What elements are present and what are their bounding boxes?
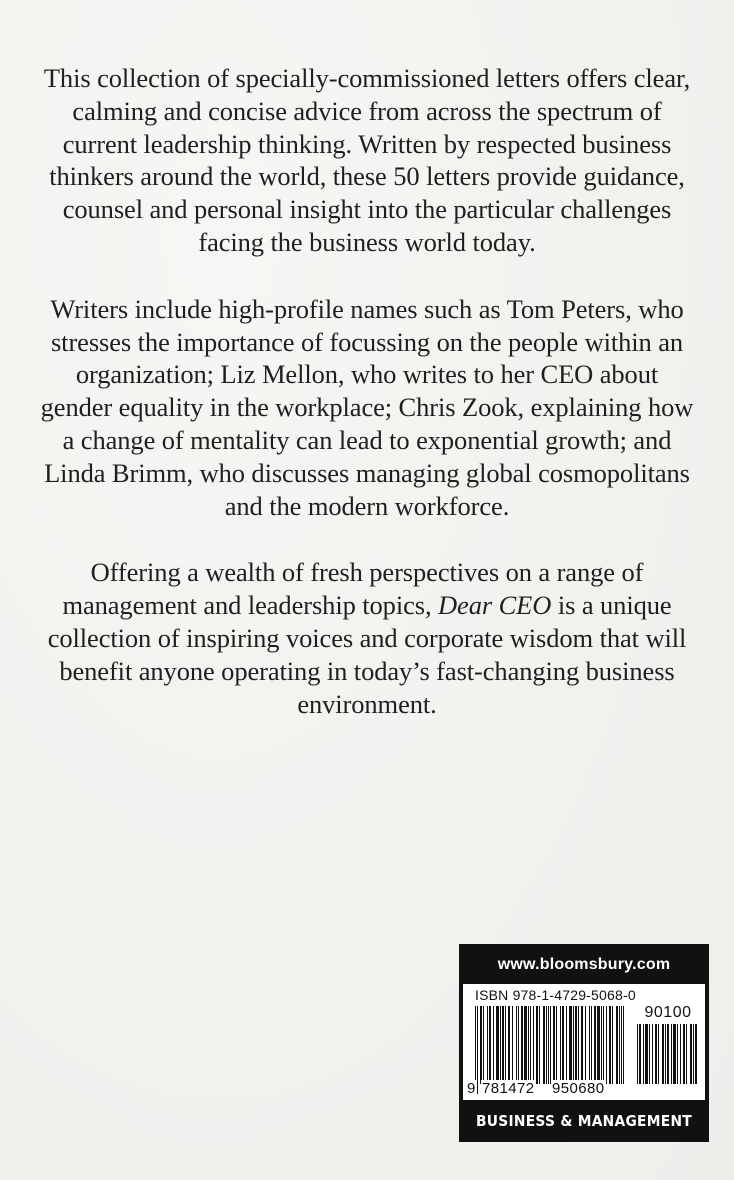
barcode-bar xyxy=(658,1024,659,1084)
barcode-bar xyxy=(621,1006,622,1084)
barcode-bar xyxy=(686,1024,687,1084)
barcode-bar xyxy=(480,1006,482,1084)
barcode-bar xyxy=(573,1006,574,1084)
barcode-bar xyxy=(619,1006,620,1084)
barcode-bar xyxy=(643,1024,644,1084)
barcode-bar xyxy=(667,1024,669,1084)
barcode-bar xyxy=(578,1006,579,1084)
barcode-bar xyxy=(512,1006,513,1084)
barcode-bar xyxy=(581,1006,583,1084)
barcode-bar xyxy=(553,1006,555,1084)
barcode-bar xyxy=(560,1006,561,1084)
barcode-bar xyxy=(639,1024,641,1084)
barcode-bar xyxy=(489,1006,491,1084)
barcode-bar xyxy=(645,1024,648,1084)
barcode-bar xyxy=(543,1006,545,1084)
barcode-digit-group-1: 781472 xyxy=(482,1080,535,1097)
barcode-bar xyxy=(518,1006,519,1084)
barcode-bar xyxy=(655,1024,657,1084)
barcode-bar xyxy=(601,1006,602,1084)
barcode-bar xyxy=(539,1006,540,1084)
barcode-bar xyxy=(533,1006,534,1084)
barcode-bar xyxy=(556,1006,557,1084)
barcode-bar xyxy=(662,1024,664,1084)
barcode-bar xyxy=(603,1006,604,1084)
barcode-bar xyxy=(546,1006,547,1084)
addon-number: 90100 xyxy=(644,1004,692,1021)
barcode-digits xyxy=(465,1080,627,1100)
barcode-bar xyxy=(569,1006,572,1084)
barcode-bar xyxy=(550,1006,551,1084)
barcode-area xyxy=(463,984,705,1100)
barcode-bar xyxy=(671,1024,672,1084)
barcode-bar xyxy=(612,1006,613,1084)
barcode-bar xyxy=(487,1006,488,1084)
barcode-bar xyxy=(677,1024,678,1084)
barcode-bar xyxy=(562,1006,564,1084)
barcode-bar xyxy=(665,1024,666,1084)
barcode-bar xyxy=(591,1006,592,1084)
barcode-bar xyxy=(521,1006,523,1084)
barcode-bar xyxy=(508,1006,510,1084)
blurb-paragraph-3 xyxy=(40,556,694,720)
barcode-bar xyxy=(496,1006,499,1084)
barcode-bar xyxy=(530,1006,531,1084)
blurb-paragraph-3-start: Offering a wealth of fresh perspectives on a range of management and leadership topics, xyxy=(62,557,644,621)
barcode-bar xyxy=(652,1024,653,1084)
barcode-bar xyxy=(536,1006,538,1084)
barcode-bar xyxy=(575,1006,577,1084)
barcode-bar xyxy=(505,1006,506,1084)
barcode-bar xyxy=(548,1006,549,1084)
barcode-bar xyxy=(683,1024,685,1084)
addon-barcode xyxy=(637,1024,699,1094)
barcode-bar xyxy=(623,1006,624,1084)
barcode-digit-group-2: 950680 xyxy=(552,1080,605,1097)
barcode-bar xyxy=(566,1006,567,1084)
barcode-bar xyxy=(637,1024,638,1084)
barcode-bar xyxy=(606,1006,607,1084)
barcode-bar xyxy=(695,1024,697,1084)
barcode-bar xyxy=(528,1006,529,1084)
book-title-italic: Dear CEO xyxy=(438,590,552,621)
barcode-bar xyxy=(609,1006,611,1084)
blurb-paragraph-1: This collection of specially-commissioned letters offers clear, calming and concise advice from across the spectrum of current leadership thinking. Written by respected business thinkers around the world, these 50 letters provide guidance, counsel and personal insight into the particular challenges facing the business world today. xyxy=(43,63,691,257)
blurb-paragraph-2: Writers include high-profile names such as Tom Peters, who stresses the importance of focussing on the people within an organization; Liz Mellon, who writes to her CEO about gender equality in the workplace; Chris Zook, explaining how a change of mentality can lead to exponential growth; and Linda Brimm, who discusses managing global cosmopolitans and the modern workforce. xyxy=(40,293,694,521)
barcode-panel xyxy=(459,944,709,1142)
barcode-lead-digit: 9 xyxy=(467,1080,476,1097)
barcode-bar xyxy=(597,1006,600,1084)
barcode-bar xyxy=(594,1006,596,1084)
barcode-bar xyxy=(502,1006,504,1084)
barcode-bar xyxy=(483,1006,484,1084)
barcode-bar xyxy=(524,1006,527,1084)
barcode-bar xyxy=(690,1024,692,1084)
barcode-bar xyxy=(616,1006,618,1084)
barcode-bar xyxy=(693,1024,694,1084)
barcode-bar xyxy=(500,1006,501,1084)
category-label: BUSINESS & MANAGEMENT xyxy=(476,1112,692,1130)
barcode-bar xyxy=(680,1024,681,1084)
barcode-bar xyxy=(649,1024,650,1084)
publisher-url: www.bloomsbury.com xyxy=(497,956,671,973)
cover-blurb xyxy=(40,62,694,754)
blurb-paragraph-3-end: is a unique collection of inspiring voices and corporate wisdom that will benefit anyone operating in today’s fast-changing business environment. xyxy=(47,590,687,719)
barcode-bar xyxy=(673,1024,676,1084)
barcode-bar xyxy=(493,1006,494,1084)
isbn-text: ISBN 978-1-4729-5068-0 xyxy=(475,987,636,1003)
barcode-bar xyxy=(516,1006,517,1084)
